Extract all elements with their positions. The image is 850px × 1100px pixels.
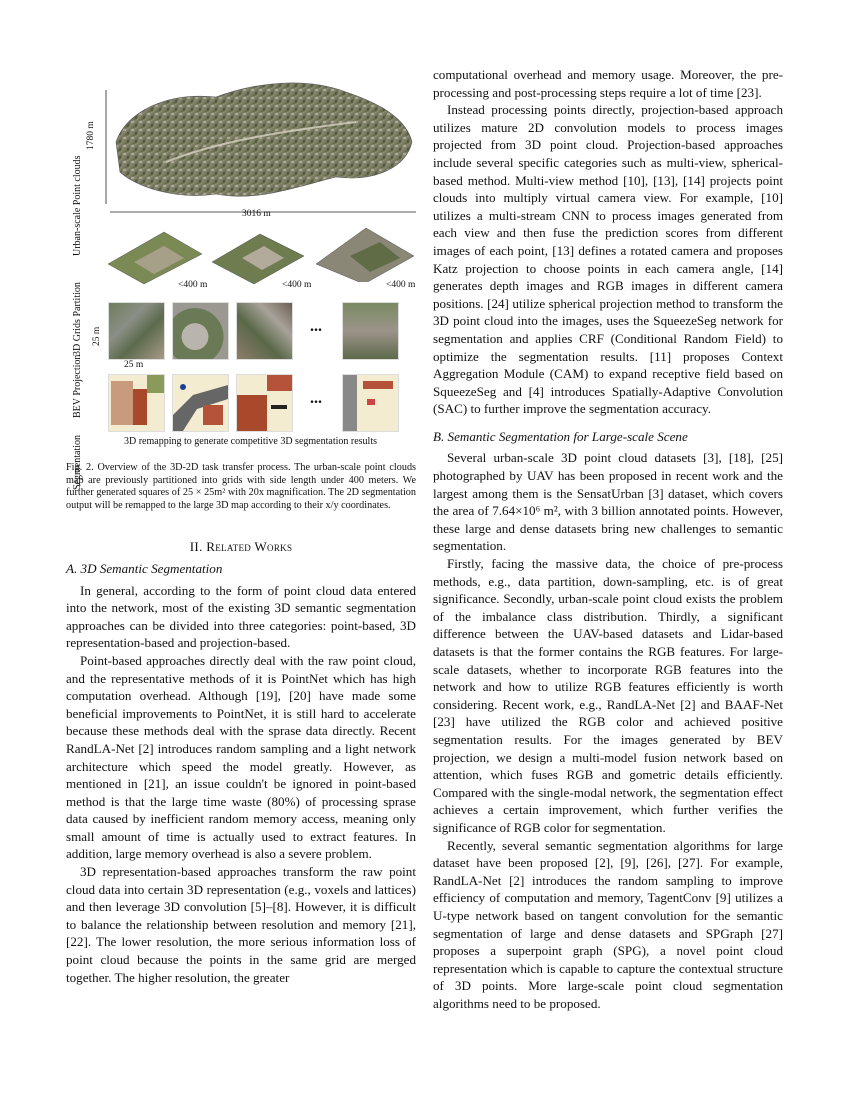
dim-width-label: 3016 m — [242, 209, 271, 219]
grid-partition-1 — [104, 224, 204, 286]
paragraph: Point-based approaches directly deal with the raw point cloud, and the representative methods of it is PointNet which has high computation overhead. Although [19], [20] have made some beneficial improvements to PointNet, it is still hard to accelerate because these methods deal with the sprase data directly. Recent RandLA-Net [2] introduces random sampling and a light network architecture which speed the model greatly. However, as mentioned in [21], an issue couldn't be ignored in point-based method is that the large time waste (80%) of processing sprase data caused by inefficient random memory access, meaning only small amount of time is actually used to extract features. In addition, large memory overhead is also a severe problem. — [66, 652, 416, 862]
grid-size-label-1: <400 m — [178, 280, 208, 290]
bev-tile-4 — [342, 302, 399, 360]
grid-partition-2 — [206, 224, 306, 286]
paragraph: 3D representation-based approaches transform the raw point cloud data into certain 3D representation (e.g., voxels and lattices) and then leverage 3D convolution [5]–[8]. However, it is difficult to balance the relationship between resolution and memory [21], [22]. The lower resolution, the more serious information loss of point cloud because the points in the same grid are merged together. The higher resolution, the greater — [66, 864, 416, 985]
paragraph: Several urban-scale 3D point cloud datasets [3], [18], [25] photographed by UAV has been proposed in recent work and the largest among them is the SensatUrban [3] dataset, which covers the area of 7.64×10⁶ m², with 3 billion annotated points. However, these large and dense datasets bring new challenges to semantic segmentation. — [433, 450, 783, 554]
row-label-bev-projection: BEV Projection — [72, 354, 83, 418]
paragraph: Recently, several semantic segmentation algorithms for large dataset have been proposed [2], [9], [26], [27]. For example, RandLA-Net [2] introduces the random sampling to improve efficiency of computation and memory, TagentConv [9] utilizes a U-type network based on tangent convolution for the semantic segmentation of large and dense datasets and SPGraph [27] proposes a superpoint graph (SPG), a novel point cloud representation which is capable to capture the contextual structure of 3D points. More large-scale point cloud segmentation algorithms need to be proposed. — [433, 837, 783, 1011]
paragraph: computational overhead and memory usage. Moreover, the pre-processing and post-processing steps require a lot of time [23]. — [433, 67, 783, 100]
row-label-grids-partition: 3D Grids Partition — [72, 282, 83, 356]
subsection-a-title: A. 3D Semantic Segmentation — [66, 560, 223, 576]
paragraph: Instead processing points directly, projection-based approach utilizes mature 2D convolution models to process images projected from 3D point cloud. Projection-based approaches include several specific categories such as multi-view, spherical-based method. Multi-view method [10], [13], [14] projects point clouds into multiply virtual camera view. For example, [10] utilizes a multi-stream CNN to process images generated from each view and then fuse the prediction scores from different images of each point, [13] defines a rotated camera and proposes Katz projection to choose points in each camera angle, [14] generates depth images and RGB images in different camera positions. [24] utilize spherical projection method to transform the 3D point cloud into the images, uses the SqueezeSeg network for segmentation and applies CRF (Conditional Random Field) to optimize the segmentation results. [11] proposes Context Aggregation Module (CAM) to expand receptive field based on SqueezeSeg and [4] introduces Spatially-Adaptive Convolution (SAC) to further improve the segmentation accuracy. — [433, 102, 783, 417]
seg-tile-2 — [172, 374, 229, 432]
dim-height-label: 1780 m — [86, 121, 96, 150]
subsection-b-title: B. Semantic Segmentation for Large-scale Scene — [433, 428, 688, 444]
row-label-segmentation: Segmentation — [72, 435, 83, 490]
row-label-point-clouds: Urban-scale Point clouds — [72, 155, 83, 256]
grid-partition-3 — [310, 220, 418, 282]
figure-bottom-label: 3D remapping to generate competitive 3D segmentation results — [124, 436, 377, 447]
paragraph: Firstly, facing the massive data, the choice of pre-process methods, e.g., data partition, down-sampling, etc. is of great significance. Secondly, urban-scale point cloud exists the problem of the imbalance class distribution. Thirdly, a significant difference between the UAV-based datasets and Lidar-based datasets is that the former contains the RGB features. For large-scale datasets, whether to incorporate RGB features into the network and how to utilize RGB features efficiently is worth considering. Recent work, e.g., RandLA-Net [2] and BAAF-Net [23] have utilized the RGB color and achieved positive segmentation results. For the images generated by BEV projection, we design a multi-model fusion network based on attention, which fuses RGB and gometric details efficiently. Compared with the single-modal network, the segmentation effect achieves a certain improvement, which further verifies the significance of RGB color for segmentation. — [433, 556, 783, 835]
paragraph: In general, according to the form of point cloud data entered into the network, most of the existing 3D semantic segmentation approaches can be divided into three categories: point-based, 3D representation-based and projection-based. — [66, 582, 416, 651]
seg-tile-1 — [108, 374, 165, 432]
bev-tile-3 — [236, 302, 293, 360]
grid-size-label-2: <400 m — [282, 280, 312, 290]
dimension-arrows — [100, 90, 420, 220]
bev-tile-2 — [172, 302, 229, 360]
bev-ellipsis: ... — [310, 318, 322, 335]
left-column — [66, 462, 416, 986]
seg-tile-4 — [342, 374, 399, 432]
seg-tile-3 — [236, 374, 293, 432]
seg-ellipsis: ... — [310, 390, 322, 407]
bev-side-label: 25 m — [92, 326, 102, 346]
figure-caption: Fig. 2. Overview of the 3D-2D task transfer process. The urban-scale point clouds map are previously partitioned into grids with side length under 400 meters. We further generated squares of 25 × 25m² with 20x magnification. The 2D segmentation output will be remapped to the large 3D map according to their x/y coordinates. — [66, 462, 416, 511]
section-title: II. Related Works — [189, 539, 293, 555]
bev-tile-1 — [108, 302, 165, 360]
right-column — [433, 66, 783, 1012]
grid-size-label-3: <400 m — [386, 280, 416, 290]
bev-bottom-label: 25 m — [124, 360, 144, 370]
